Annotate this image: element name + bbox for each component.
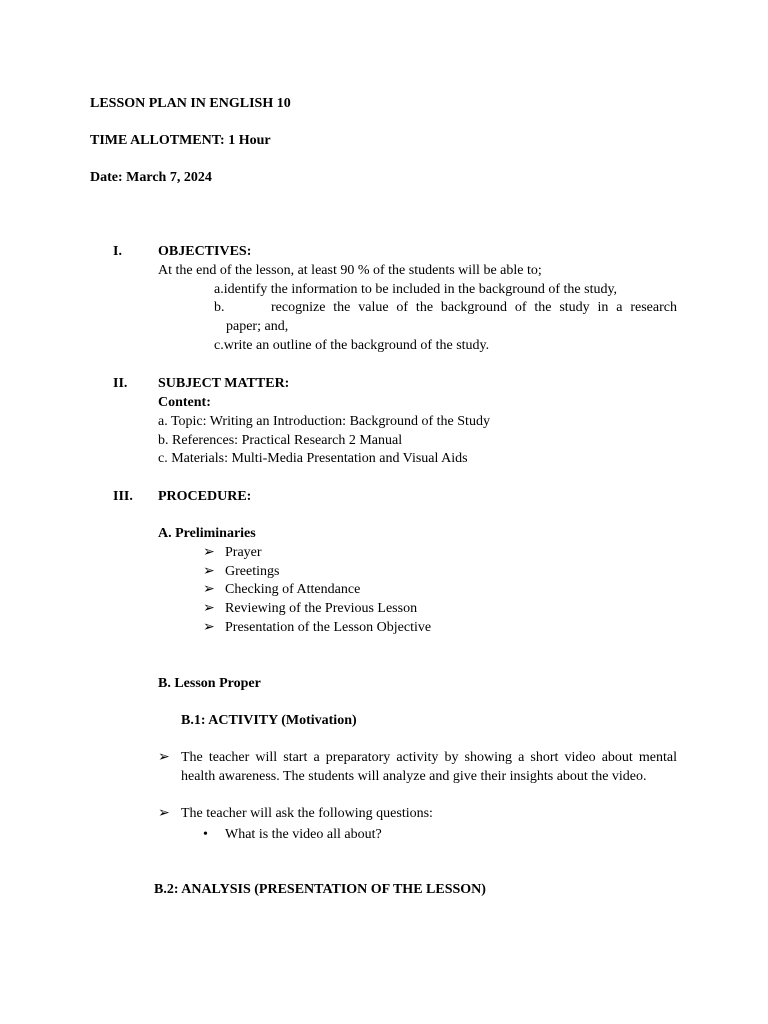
arrow-bullet-icon: ➢ bbox=[158, 750, 170, 765]
arrow-bullet-icon: ➢ bbox=[203, 545, 215, 560]
preliminary-item bbox=[203, 543, 262, 562]
objectives-intro: At the end of the lesson, at least 90 % of the students will be able to; bbox=[158, 263, 542, 278]
objectives-heading: OBJECTIVES: bbox=[158, 244, 252, 259]
objective-letter: a. bbox=[214, 282, 224, 297]
preliminary-item bbox=[203, 618, 431, 637]
content-label: Content: bbox=[158, 395, 211, 410]
arrow-bullet-icon: ➢ bbox=[203, 601, 215, 616]
preliminary-item bbox=[203, 580, 360, 599]
activity-item: The teacher will ask the following questions: bbox=[181, 806, 433, 821]
objectives-numeral: I. bbox=[113, 244, 122, 259]
preliminary-item-label: Checking of Attendance bbox=[225, 582, 361, 597]
analysis-heading: B.2: ANALYSIS (PRESENTATION OF THE LESSON) bbox=[154, 882, 486, 897]
arrow-bullet-icon: ➢ bbox=[158, 806, 170, 821]
procedure-heading: PROCEDURE: bbox=[158, 489, 252, 504]
lesson-date: Date: March 7, 2024 bbox=[90, 170, 212, 185]
subject-item-topic: a. Topic: Writing an Introduction: Background of the Study bbox=[158, 414, 490, 429]
objective-item-a bbox=[214, 280, 617, 299]
arrow-bullet-icon: ➢ bbox=[203, 620, 215, 635]
question-text: What is the video all about? bbox=[225, 827, 382, 842]
subject-item-references: b. References: Practical Research 2 Manual bbox=[158, 433, 403, 448]
subject-item-materials: c. Materials: Multi-Media Presentation and Visual Aids bbox=[158, 451, 468, 466]
lesson-title: LESSON PLAN IN ENGLISH 10 bbox=[90, 96, 291, 111]
arrow-bullet-icon: ➢ bbox=[203, 564, 215, 579]
objective-text-b: recognize the value of the background of the study in a research bbox=[271, 300, 677, 315]
question-item bbox=[203, 825, 382, 844]
preliminary-item-label: Presentation of the Lesson Objective bbox=[225, 620, 432, 635]
bullet-dot-icon: • bbox=[203, 827, 208, 842]
objective-letter-b: b. bbox=[214, 300, 225, 315]
objective-text-b-cont: paper; and, bbox=[226, 319, 289, 334]
preliminaries-heading: A. Preliminaries bbox=[158, 526, 256, 541]
subject-heading: SUBJECT MATTER: bbox=[158, 376, 290, 391]
objective-letter: c. bbox=[214, 338, 224, 353]
lesson-proper-heading: B. Lesson Proper bbox=[158, 676, 261, 691]
procedure-numeral: III. bbox=[113, 489, 133, 504]
preliminary-item bbox=[203, 599, 417, 618]
objective-text: identify the information to be included in the background of the study, bbox=[223, 282, 618, 297]
objective-text: write an outline of the background of the study. bbox=[223, 338, 490, 353]
objective-item-c bbox=[214, 336, 489, 355]
activity-item: The teacher will start a preparatory activity by showing a short video about mental health awareness. The students will analyze and give their insights about the video. bbox=[181, 750, 677, 784]
arrow-bullet-icon: ➢ bbox=[203, 582, 215, 597]
time-allotment: TIME ALLOTMENT: 1 Hour bbox=[90, 133, 271, 148]
activity-heading: B.1: ACTIVITY (Motivation) bbox=[181, 713, 357, 728]
preliminary-item-label: Greetings bbox=[225, 564, 280, 579]
preliminary-item bbox=[203, 562, 279, 581]
subject-numeral: II. bbox=[113, 376, 128, 391]
preliminary-item-label: Prayer bbox=[225, 545, 262, 560]
preliminary-item-label: Reviewing of the Previous Lesson bbox=[225, 601, 418, 616]
